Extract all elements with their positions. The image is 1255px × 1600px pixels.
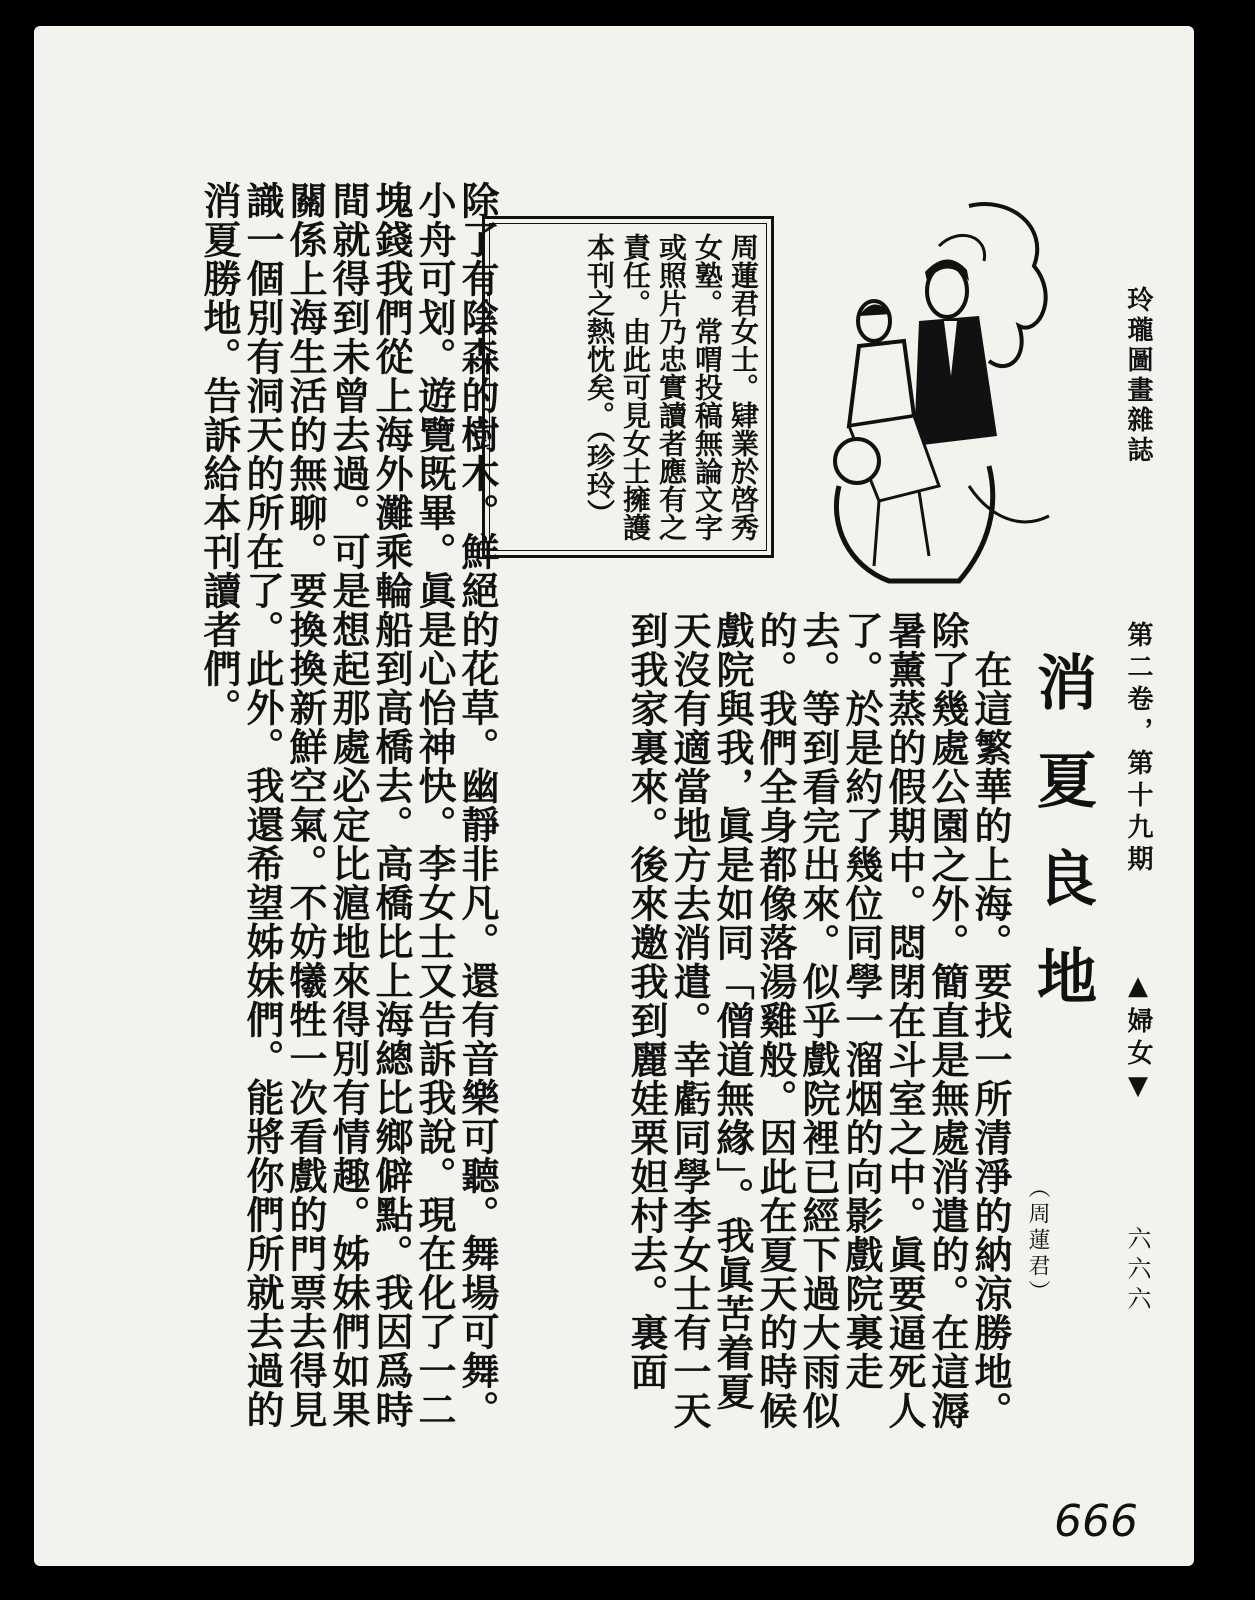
magazine-page xyxy=(34,26,1194,1566)
article-paragraph-2: 除了有陰森的樹木。鮮絕的花草。幽靜非凡。還有音樂可聽。舞場可舞。小舟可划。遊覽既畢。眞是心怡神快。李女士又告訴我說。現在化了一二塊錢我們從上海外灘乘輪船到高橋去。高橋比上海總比鄉僻點。我因爲時間就得到未曾去過。可是想起那處必定比滬地來得別有情趣。姊妹們如果關係上海生活的無聊。要換換新鮮空氣。不妨犧牲一次看戲的門票去得見識一個別有洞天的所在了。此外。我還希望姊妹們。能將你們所就去過的消夏勝地。告訴給本刊讀者們。 xyxy=(197,181,500,1429)
couple-illustration xyxy=(819,186,1059,586)
page-number: 六六六 xyxy=(1123,1226,1151,1316)
article-body-right xyxy=(497,611,1012,1431)
issue-number: 第二卷，第十九期 xyxy=(1123,621,1153,877)
article-paragraph-1: 在這繁華的上海。要找一所清淨的納涼勝地。除了幾處公園之外。簡直是無處消遣的。在這溽暑薰蒸的假期中。悶閉在斗室之中。眞要逼死人了。於是約了幾位同學一溜烟的向影戲院裏走去。等到看完出來。似乎戲院裡已經下過大雨似的。我們全身都像落湯雞般。因此在夏天的時候戲院與我，眞是如同「僧道無緣」。我眞苦着夏天沒有適當地方去消遣。幸虧同學李女士有一天到我家裏來。後來邀我到麗娃栗妲村去。裏面 xyxy=(624,611,1013,1430)
article-author: （周蓮君） xyxy=(1025,1176,1050,1306)
section-label: ▲婦女▼ xyxy=(1123,971,1153,1107)
article-body-left xyxy=(134,181,499,1436)
handwritten-page-number: 666 xyxy=(1054,1496,1138,1547)
editor-note-text: 周蓮君女士。肄業於啓秀女塾。常喟投稿無論文字或照片乃忠實讀者應有之責任。由此可見女士擁護本刊之熱忱矣。（珍玲） xyxy=(583,233,760,541)
editor-note-box xyxy=(482,216,774,558)
article-title: 消夏良地 xyxy=(1027,651,1097,1043)
masthead: 玲瓏圖畫雜誌 xyxy=(1123,286,1153,466)
